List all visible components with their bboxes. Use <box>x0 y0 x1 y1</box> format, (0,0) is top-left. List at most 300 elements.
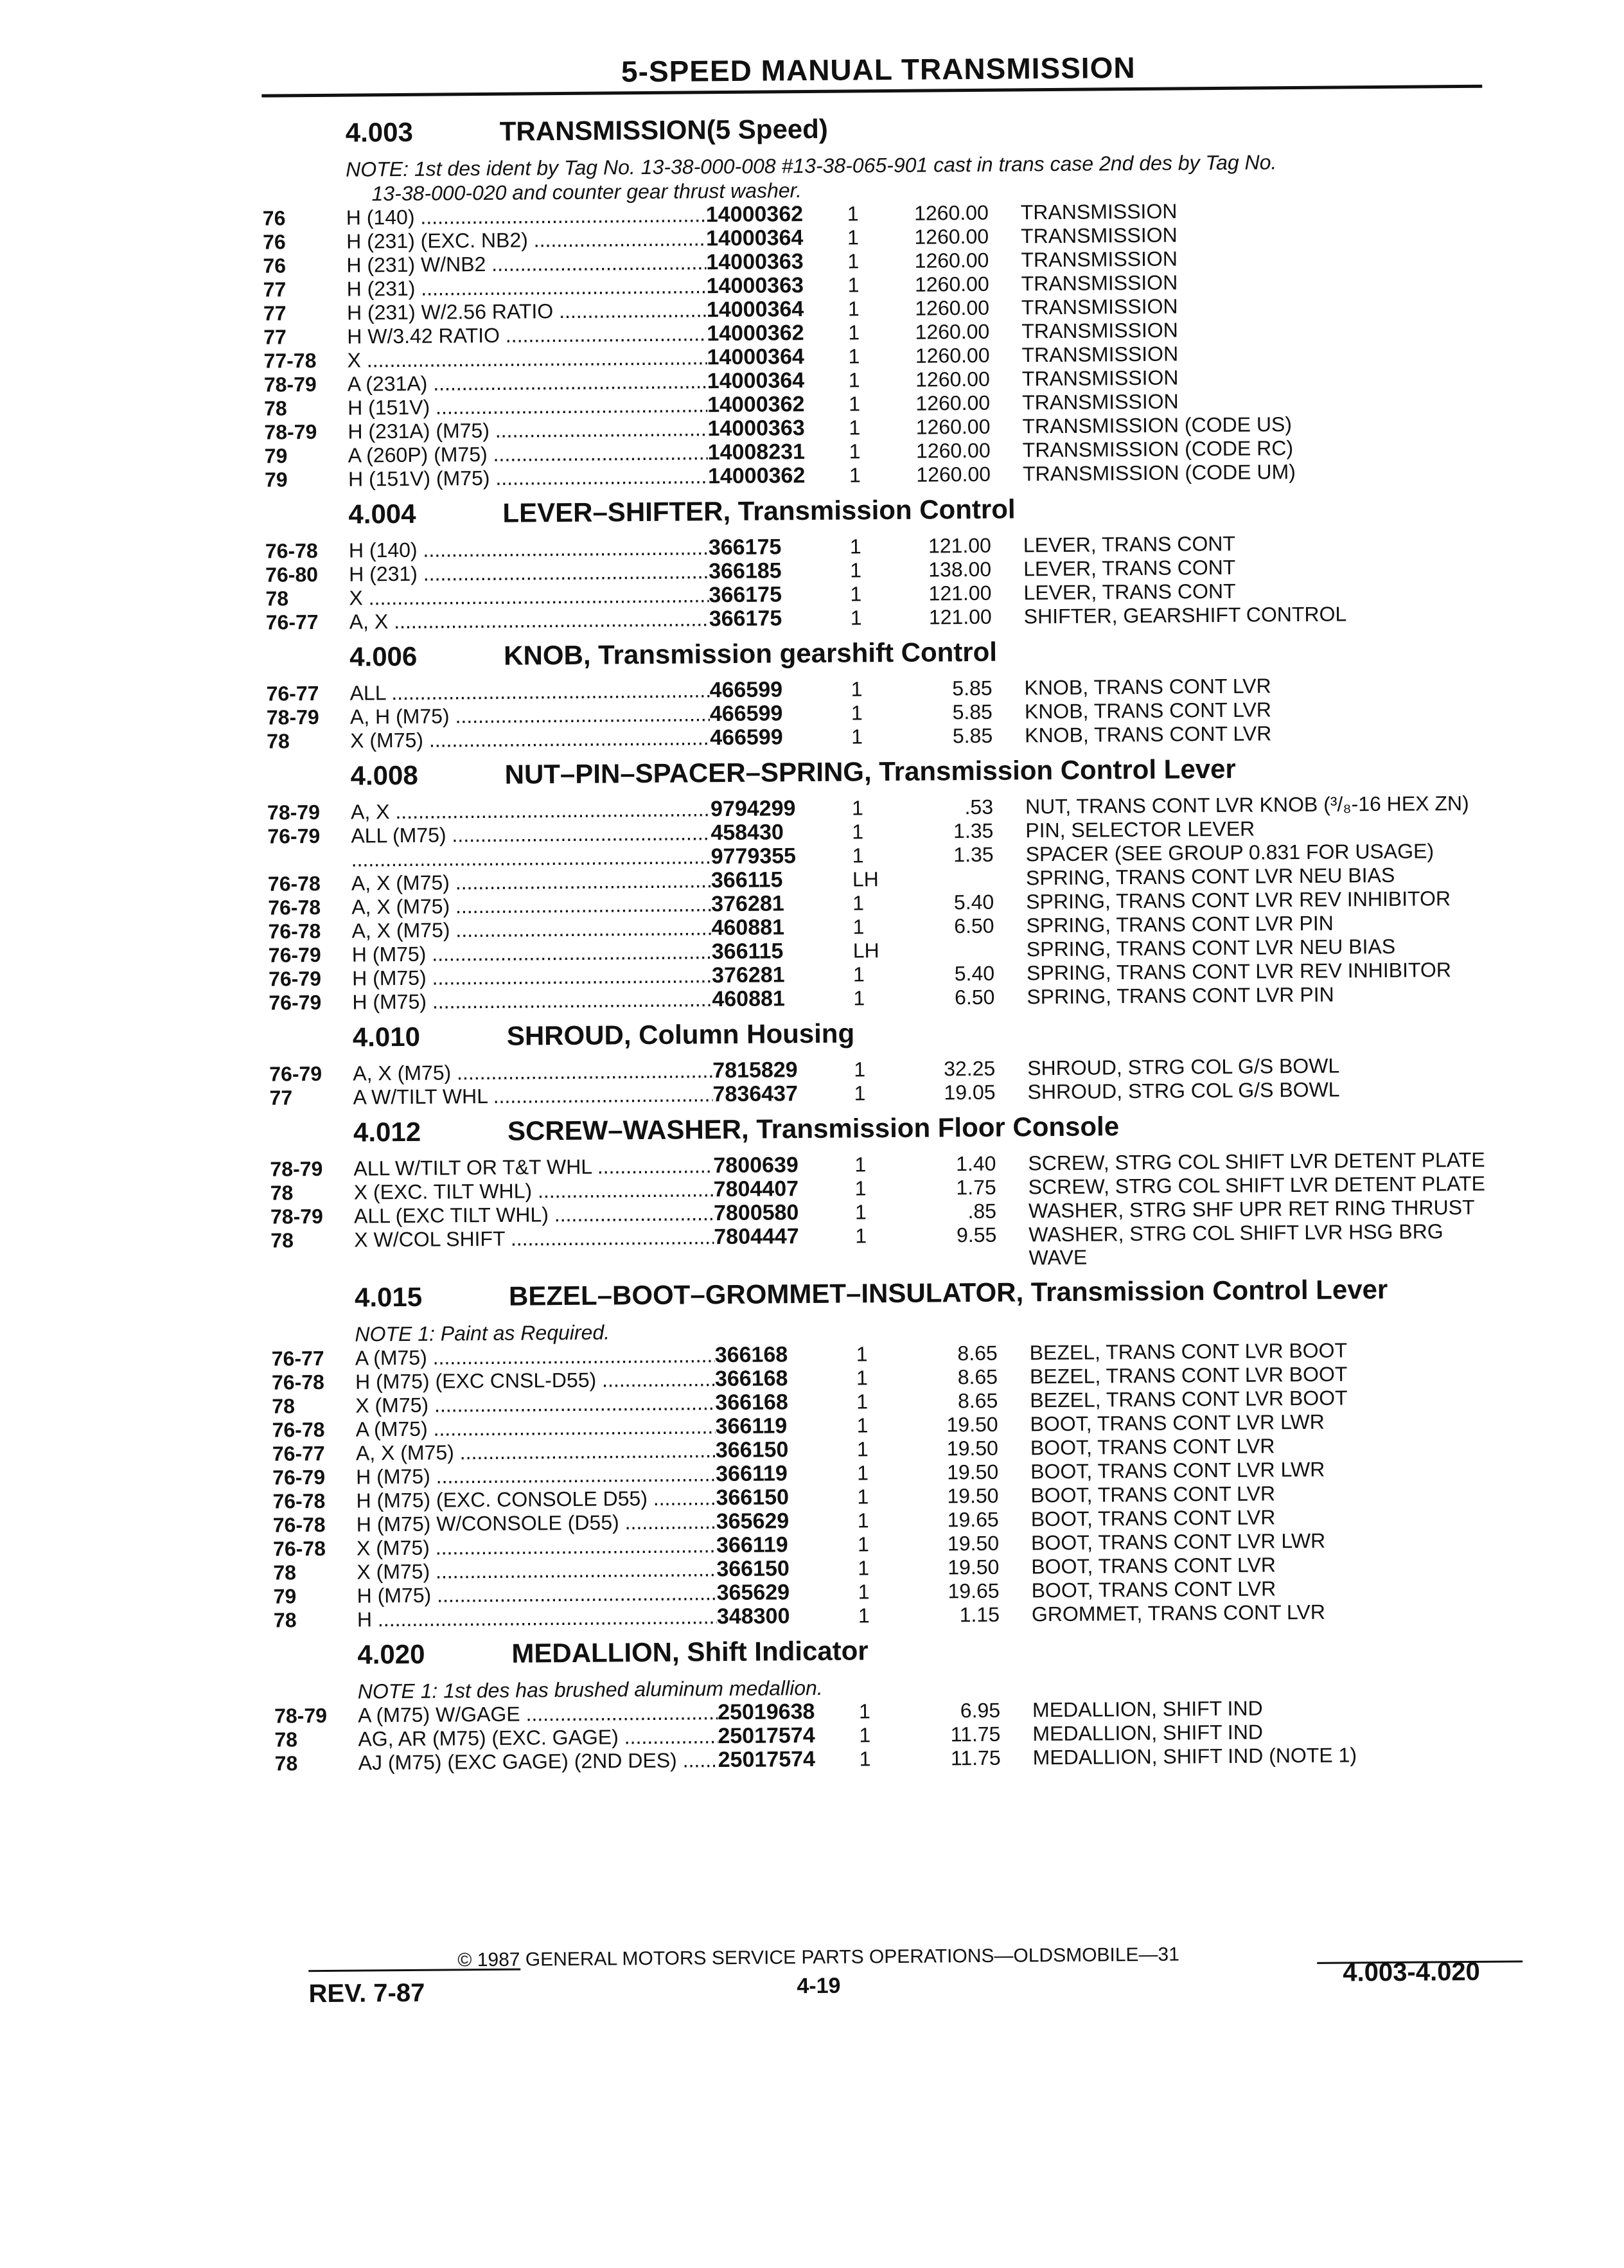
part-number: 376281 <box>711 962 785 988</box>
part-description: SPACER (SEE GROUP 0.831 FOR USAGE) <box>1025 839 1434 866</box>
section-4-008 <box>267 752 1502 1015</box>
model-applicability: H (231) ..... <box>349 560 709 585</box>
section-note: 13-38-000-020 and counter gear thrust washer. <box>371 179 802 206</box>
part-description: TRANSMISSION <box>1021 318 1178 343</box>
quantity: 1 <box>852 820 864 844</box>
model-year: 76-78 <box>272 1489 326 1513</box>
quantity: 1 <box>856 1366 868 1390</box>
list-price: 1260.00 <box>914 200 989 225</box>
part-description: SCREW, STRG COL SHIFT LVR DETENT PLATE <box>1028 1171 1486 1199</box>
section-4-006 <box>266 633 1500 754</box>
model-applicability: H (M75) W/CONSOLE (D55) ..... <box>357 1510 716 1536</box>
section-title: SHROUD, Column Housing <box>506 1018 855 1051</box>
part-number: 7815829 <box>712 1058 798 1083</box>
model-applicability: H (151V) (M75) ..... <box>348 465 708 490</box>
part-description: WASHER, STRG COL SHIFT LVR HSG BRG WAVE <box>1028 1219 1443 1270</box>
model-year: 77 <box>263 325 287 349</box>
model-applicability: A, X (M75) ..... <box>351 869 711 894</box>
model-year: 76-78 <box>271 1370 325 1394</box>
part-number: 14000364 <box>705 226 804 251</box>
model-applicability: H (M75) ..... <box>352 988 712 1013</box>
model-year: 76 <box>263 254 287 278</box>
model-year: 77 <box>263 278 287 301</box>
model-applicability: H (151V) ..... <box>348 393 707 419</box>
quantity: 1 <box>847 202 859 226</box>
quantity: 1 <box>848 321 860 344</box>
model-applicability: A, X ..... <box>351 797 710 823</box>
model-applicability: X (M75) ..... <box>357 1534 716 1559</box>
model-applicability: ALL (EXC TILT WHL) ..... <box>354 1201 714 1227</box>
model-year: 78 <box>273 1561 297 1584</box>
model-year: 78-79 <box>274 1703 328 1728</box>
model-year: 78 <box>264 396 287 420</box>
part-description: NUT, TRANS CONT LVR KNOB (³/₈-16 HEX ZN) <box>1025 791 1469 819</box>
part-description: TRANSMISSION <box>1021 247 1178 272</box>
quantity: 1 <box>854 1153 867 1176</box>
model-year: 76-77 <box>272 1441 325 1466</box>
model-applicability: X ..... <box>347 346 707 371</box>
part-description: SPRING, TRANS CONT LVR PIN <box>1027 982 1334 1009</box>
part-description: BOOT, TRANS CONT LVR LWR <box>1030 1457 1325 1484</box>
part-number: 14000364 <box>706 297 804 323</box>
part-description: KNOB, TRANS CONT LVR <box>1024 698 1272 723</box>
model-applicability: A W/TILT WHL ..... <box>353 1083 712 1108</box>
part-number: 366119 <box>716 1532 788 1558</box>
quantity: 1 <box>849 463 861 487</box>
part-description: MEDALLION, SHIFT IND <box>1032 1696 1263 1722</box>
section-title: MEDALLION, Shift Indicator <box>511 1635 869 1669</box>
model-year: 76 <box>262 206 286 230</box>
quantity: 1 <box>854 1200 867 1224</box>
part-number: 466599 <box>710 725 783 750</box>
section-number: 4.004 <box>348 498 416 529</box>
part-description: KNOB, TRANS CONT LVR <box>1025 722 1272 747</box>
list-price: 1260.00 <box>914 248 989 272</box>
part-description: SPRING, TRANS CONT LVR PIN <box>1026 911 1334 937</box>
part-description: PIN, SELECTOR LEVER <box>1025 817 1255 842</box>
part-number: 7804447 <box>714 1224 799 1250</box>
part-description: TRANSMISSION (CODE US) <box>1022 412 1293 438</box>
part-description: WASHER, STRG SHF UPR RET RING THRUST <box>1028 1195 1475 1223</box>
quantity: 1 <box>857 1532 869 1556</box>
quantity: 1 <box>847 226 860 249</box>
list-price: 138.00 <box>928 557 992 581</box>
quantity: 1 <box>851 796 863 820</box>
part-description: SPRING, TRANS CONT LVR NEU BIAS <box>1025 863 1395 890</box>
list-price: 1260.00 <box>915 391 991 415</box>
model-applicability: X (M75) ..... <box>355 1391 715 1417</box>
model-applicability: H (M75) ..... <box>357 1581 717 1607</box>
model-year: 76-77 <box>271 1346 324 1370</box>
part-description: BOOT, TRANS CONT LVR <box>1030 1505 1276 1531</box>
part-description: MEDALLION, SHIFT IND <box>1032 1720 1264 1746</box>
part-description: TRANSMISSION <box>1021 366 1179 391</box>
section-number: 4.006 <box>349 641 418 672</box>
model-year: 77 <box>269 1086 293 1110</box>
list-price: 5.85 <box>952 700 993 724</box>
section-title: KNOB, Transmission gearshift Control <box>503 636 998 671</box>
model-year: 76 <box>262 230 286 254</box>
list-price: 19.65 <box>948 1579 1000 1603</box>
model-year: 76-78 <box>265 539 318 563</box>
model-applicability: H (140) ..... <box>349 536 709 562</box>
part-number: 366168 <box>715 1390 788 1415</box>
model-applicability: H (231) W/NB2 ..... <box>346 251 706 276</box>
section-4-020 <box>274 1631 1508 1776</box>
list-price: 1260.00 <box>914 272 989 296</box>
section-note: NOTE: 1st des ident by Tag No. 13-38-000-008 #13-38-065-901 cast in trans case 2nd des by Tag No. <box>346 150 1277 181</box>
section-4-003 <box>262 109 1499 492</box>
model-applicability: A, H (M75) ..... <box>350 702 710 728</box>
part-number: 14000364 <box>707 368 805 394</box>
copyright-notice: © 1987 GENERAL MOTORS SERVICE PARTS OPERATIONS—OLDSMOBILE—31 <box>457 1944 1179 1971</box>
list-price: 1260.00 <box>915 319 990 344</box>
model-year: 76-78 <box>267 871 321 896</box>
quantity: 1 <box>856 1342 868 1366</box>
model-year: 76-79 <box>272 1465 326 1489</box>
quantity: 1 <box>859 1723 871 1747</box>
model-applicability: A (231A) ..... <box>348 369 707 395</box>
model-applicability: ALL W/TILT OR T&T WHL ..... <box>353 1154 713 1180</box>
part-description: SPRING, TRANS CONT LVR REV INHIBITOR <box>1026 887 1451 914</box>
list-price: 5.40 <box>954 961 995 986</box>
quantity: 1 <box>852 915 865 939</box>
quantity: 1 <box>858 1604 870 1627</box>
quantity: 1 <box>856 1390 869 1413</box>
model-applicability: A, X (M75) ..... <box>356 1439 716 1464</box>
quantity: 1 <box>852 844 864 867</box>
part-number: 7800580 <box>713 1200 799 1226</box>
section-4-010 <box>269 1013 1503 1110</box>
model-applicability: X W/COL SHIFT ..... <box>354 1225 714 1251</box>
list-price: 1.35 <box>953 842 994 867</box>
part-number: 14000363 <box>706 249 804 275</box>
list-price: 121.00 <box>928 581 992 605</box>
model-year: 78 <box>274 1751 298 1775</box>
part-description: TRANSMISSION <box>1021 389 1179 414</box>
part-number: 14000362 <box>707 392 805 418</box>
quantity: 1 <box>855 1224 867 1248</box>
list-price: 1260.00 <box>915 367 990 391</box>
quantity: 1 <box>848 392 861 416</box>
list-price: 19.05 <box>944 1080 996 1104</box>
quantity: 1 <box>848 368 860 392</box>
list-price: 5.40 <box>953 890 994 914</box>
list-price: 6.95 <box>960 1698 1001 1723</box>
list-price: 8.65 <box>957 1365 998 1389</box>
part-number: 7804407 <box>713 1176 799 1202</box>
list-price: 1260.00 <box>916 462 991 486</box>
list-price: 5.85 <box>952 676 993 700</box>
part-number: 7836437 <box>712 1081 799 1107</box>
quantity: 1 <box>854 1176 867 1200</box>
part-description: SHIFTER, GEARSHIFT CONTROL <box>1023 602 1347 628</box>
model-year: 76-79 <box>268 966 322 991</box>
model-applicability: ALL (M75) ..... <box>351 821 710 847</box>
part-number: 376281 <box>711 891 784 917</box>
model-year: 76-78 <box>272 1417 325 1442</box>
quantity: LH <box>852 939 879 962</box>
part-description: BOOT, TRANS CONT LVR <box>1030 1482 1276 1507</box>
model-year: 77 <box>263 301 287 325</box>
model-year: 78 <box>274 1728 298 1751</box>
model-applicability: A, X ..... <box>349 607 709 633</box>
list-price: 1.40 <box>955 1151 996 1176</box>
part-number: 366150 <box>716 1556 790 1582</box>
section-note: NOTE 1: Paint as Required. <box>355 1320 610 1346</box>
model-applicability: X (M75) ..... <box>350 726 710 752</box>
part-description: BOOT, TRANS CONT LVR <box>1031 1553 1276 1579</box>
page-title: 5-SPEED MANUAL TRANSMISSION <box>621 50 1136 89</box>
model-year: 76-80 <box>265 563 319 587</box>
quantity: 1 <box>847 249 860 273</box>
part-number: 366175 <box>708 535 782 560</box>
part-number: 366175 <box>709 606 782 632</box>
model-applicability: H ..... <box>357 1605 717 1631</box>
section-title: TRANSMISSION(5 Speed) <box>499 113 828 146</box>
list-price: 121.00 <box>928 605 992 629</box>
quantity: 1 <box>851 677 863 701</box>
model-applicability: ALL ..... <box>349 678 709 704</box>
quantity: 1 <box>847 273 860 297</box>
section-title: LEVER–SHIFTER, Transmission Control <box>502 493 1016 528</box>
model-applicability: X ..... <box>349 583 709 609</box>
model-applicability: H W/3.42 RATIO ..... <box>347 322 707 348</box>
list-price: 19.50 <box>946 1436 999 1460</box>
model-year: 77-78 <box>263 349 317 373</box>
model-year: 78-79 <box>266 705 319 729</box>
quantity: 1 <box>854 1081 866 1105</box>
part-description: TRANSMISSION <box>1020 199 1178 224</box>
list-price: 19.65 <box>947 1507 999 1532</box>
part-description: BEZEL, TRANS CONT LVR BOOT <box>1029 1338 1348 1365</box>
part-number: 14000362 <box>707 321 804 346</box>
quantity: 1 <box>854 1058 866 1081</box>
part-description: BOOT, TRANS CONT LVR LWR <box>1030 1410 1325 1436</box>
model-applicability: H (231) W/2.56 RATIO ..... <box>347 298 707 324</box>
list-price: 1.15 <box>959 1602 1000 1627</box>
model-year: 76-78 <box>268 919 321 943</box>
quantity: 1 <box>856 1413 869 1437</box>
quantity: 1 <box>859 1747 871 1771</box>
quantity: LH <box>852 867 879 891</box>
quantity: 1 <box>852 891 865 915</box>
quantity: 1 <box>852 962 865 986</box>
part-description: BEZEL, TRANS CONT LVR BOOT <box>1029 1362 1348 1388</box>
list-price: 19.50 <box>947 1484 999 1508</box>
part-number: 466599 <box>709 701 783 727</box>
list-price: 121.00 <box>928 533 991 558</box>
part-number: 458430 <box>710 820 784 846</box>
model-year: 78 <box>272 1394 296 1418</box>
part-number: 365629 <box>716 1580 790 1606</box>
part-description: TRANSMISSION <box>1021 270 1178 296</box>
quantity: 1 <box>856 1437 869 1461</box>
section-number: 4.003 <box>345 116 414 148</box>
part-number: 9794299 <box>710 796 796 822</box>
model-applicability: X (EXC. TILT WHL) ..... <box>354 1178 714 1203</box>
part-description: GROMMET, TRANS CONT LVR <box>1031 1600 1325 1626</box>
quantity: 1 <box>849 535 861 558</box>
part-number: 366115 <box>710 867 783 893</box>
part-number: 366119 <box>716 1461 788 1487</box>
part-number: 7800639 <box>713 1153 799 1178</box>
part-description: SPRING, TRANS CONT LVR NEU BIAS <box>1026 934 1396 961</box>
part-number: 366175 <box>709 582 782 608</box>
model-year: 76-78 <box>272 1536 326 1561</box>
quantity: 1 <box>850 582 862 606</box>
quantity: 1 <box>851 725 863 749</box>
part-number: 14000364 <box>707 344 804 370</box>
model-year: 78-79 <box>263 373 317 396</box>
model-year: 79 <box>273 1584 297 1608</box>
part-number: 365629 <box>716 1509 790 1534</box>
quantity: 1 <box>858 1556 870 1580</box>
model-applicability: A (M75) W/GAGE ..... <box>358 1701 718 1726</box>
part-description: BOOT, TRANS CONT LVR LWR <box>1030 1528 1326 1555</box>
model-year: 79 <box>264 444 288 468</box>
section-number: 4.020 <box>357 1638 425 1670</box>
list-price: 1260.00 <box>915 438 991 463</box>
model-applicability: A (M75) ..... <box>355 1343 715 1369</box>
list-price: 19.50 <box>948 1555 1000 1579</box>
list-price: 1.35 <box>953 819 994 843</box>
quantity: 1 <box>858 1580 870 1604</box>
part-description: KNOB, TRANS CONT LVR <box>1024 674 1271 700</box>
model-year: 78 <box>273 1608 297 1632</box>
part-description: LEVER, TRANS CONT <box>1023 579 1236 605</box>
model-applicability: H (M75) ..... <box>352 940 712 966</box>
part-number: 366168 <box>714 1342 788 1368</box>
model-year: 76-78 <box>268 895 321 919</box>
section-note: NOTE 1: 1st des has brushed aluminum medallion. <box>357 1676 823 1703</box>
quantity: 1 <box>847 297 860 321</box>
quantity: 1 <box>848 344 860 368</box>
list-price: 19.50 <box>947 1531 1000 1555</box>
quantity: 1 <box>857 1461 869 1485</box>
part-description: MEDALLION, SHIFT IND (NOTE 1) <box>1032 1743 1357 1769</box>
model-applicability: H (140) ..... <box>346 203 706 229</box>
part-description: BOOT, TRANS CONT LVR <box>1031 1577 1276 1602</box>
model-applicability: H (M75) ..... <box>352 964 712 989</box>
model-applicability: H (231) (EXC. NB2) ..... <box>346 227 706 252</box>
list-price: 1.75 <box>956 1175 996 1200</box>
quantity: 1 <box>858 1699 871 1723</box>
section-number: 4.015 <box>354 1281 423 1313</box>
list-price: 11.75 <box>950 1746 1001 1770</box>
model-year: 78 <box>270 1228 294 1252</box>
model-year: 78-79 <box>264 420 317 444</box>
part-number: 366150 <box>715 1437 789 1463</box>
quantity: 1 <box>853 986 865 1010</box>
section-number: 4.008 <box>350 759 418 791</box>
part-description: TRANSMISSION <box>1021 342 1179 367</box>
part-number: 14000363 <box>707 416 805 441</box>
quantity: 1 <box>850 558 862 582</box>
model-applicability <box>351 845 711 871</box>
list-price: 9.55 <box>956 1223 997 1247</box>
model-applicability: A (260P) (M75) ..... <box>348 441 708 466</box>
part-number: 9779355 <box>710 844 797 869</box>
quantity: 1 <box>851 701 863 725</box>
model-applicability: A, X (M75) ..... <box>353 1059 712 1085</box>
model-year: 76-77 <box>265 610 319 634</box>
list-price: 11.75 <box>950 1722 1001 1746</box>
part-number: 366150 <box>716 1485 790 1511</box>
part-number: 366119 <box>715 1413 788 1439</box>
model-year: 76-79 <box>267 824 321 848</box>
part-number: 25017574 <box>718 1746 816 1773</box>
part-number: 25019638 <box>717 1699 815 1725</box>
part-description: TRANSMISSION (CODE UM) <box>1022 460 1296 486</box>
quantity: 1 <box>850 606 862 630</box>
model-applicability: AG, AR (M75) (EXC. GAGE) ..... <box>358 1724 718 1750</box>
model-year: 78 <box>267 729 290 753</box>
part-description: SHROUD, STRG COL G/S BOWL <box>1027 1077 1340 1104</box>
part-number: 366185 <box>709 558 782 584</box>
section-number: 4.012 <box>353 1116 421 1147</box>
model-applicability: H (M75) (EXC CNSL-D55) ..... <box>355 1367 715 1393</box>
part-description: TRANSMISSION (CODE RC) <box>1022 436 1294 462</box>
model-year: 76-77 <box>266 682 319 705</box>
part-description: BOOT, TRANS CONT LVR <box>1030 1434 1275 1460</box>
part-row <box>270 1219 1505 1275</box>
section-4-012 <box>270 1108 1505 1275</box>
part-description: SPRING, TRANS CONT LVR REV INHIBITOR <box>1026 958 1452 985</box>
part-description: BEZEL, TRANS CONT LVR BOOT <box>1030 1386 1348 1412</box>
part-description: TRANSMISSION <box>1021 294 1178 319</box>
quantity: 1 <box>857 1485 869 1509</box>
part-number: 366115 <box>711 939 784 964</box>
list-price: 1260.00 <box>915 414 991 439</box>
list-price: 6.50 <box>954 985 995 1009</box>
section-4-015 <box>271 1273 1507 1633</box>
section-title: BEZEL–BOOT–GROMMET–INSULATOR, Transmission Control Lever <box>508 1273 1388 1311</box>
part-description: SHROUD, STRG COL G/S BOWL <box>1027 1054 1340 1080</box>
list-price: 1260.00 <box>915 296 990 320</box>
section-4-004 <box>265 490 1499 635</box>
model-year: 78-79 <box>267 801 321 824</box>
list-price: 19.50 <box>946 1460 999 1484</box>
list-price: 1260.00 <box>915 343 990 368</box>
part-description: LEVER, TRANS CONT <box>1023 555 1236 581</box>
model-year: 78-79 <box>270 1156 323 1181</box>
list-price: 5.85 <box>952 723 993 748</box>
list-price: 32.25 <box>944 1056 996 1081</box>
section-range: 4.003-4.020 <box>1343 1957 1481 1987</box>
model-year: 76-79 <box>268 943 321 967</box>
list-price: .85 <box>967 1199 997 1223</box>
part-number: 460881 <box>712 986 786 1012</box>
model-year <box>268 848 351 849</box>
part-number: 366168 <box>714 1366 788 1392</box>
part-number: 14000362 <box>707 463 806 489</box>
model-applicability: A, X (M75) ..... <box>351 916 711 942</box>
quantity: 1 <box>849 416 861 439</box>
list-price: .53 <box>964 795 994 819</box>
model-applicability: A (M75) ..... <box>355 1415 715 1440</box>
model-applicability: A, X (M75) ..... <box>351 892 711 918</box>
model-applicability: AJ (M75) (EXC GAGE) (2ND DES) ..... <box>358 1748 718 1774</box>
list-price: 8.65 <box>957 1341 998 1365</box>
model-applicability: X (M75) ..... <box>357 1557 716 1583</box>
quantity: 1 <box>857 1509 869 1532</box>
model-year: 76-79 <box>269 1061 322 1086</box>
part-number: 466599 <box>709 677 783 703</box>
part-number: 14000362 <box>705 202 804 227</box>
revision-label: REV. 7-87 <box>308 1978 425 2008</box>
list-price: 6.50 <box>954 914 994 938</box>
